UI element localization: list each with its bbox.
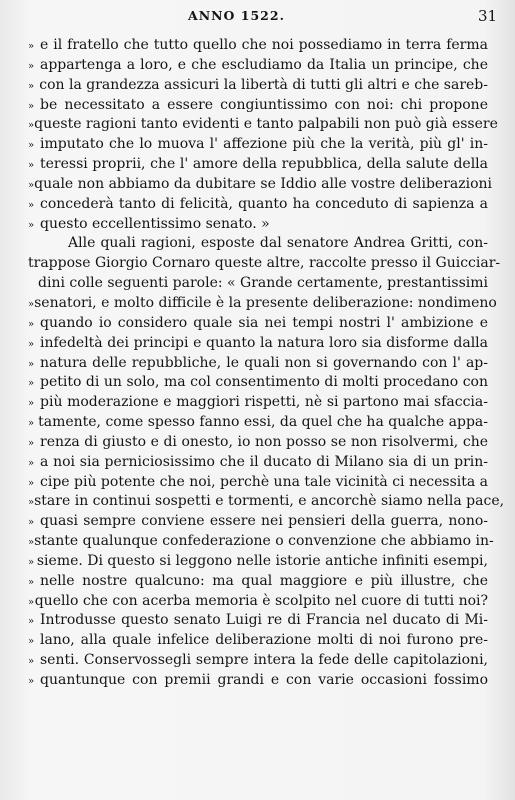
quote-mark: » (28, 41, 35, 52)
line-text: imputato che lo muova l' affezione più che la verità, più gl' in- (40, 136, 488, 153)
quote-mark: » (28, 676, 35, 687)
quote-mark: » (28, 160, 35, 172)
quote-mark: » (28, 517, 35, 529)
body-text (28, 36, 505, 691)
quote-mark: » (28, 457, 35, 469)
text-line (28, 155, 488, 175)
line-text: trappose Giorgio Cornaro queste altre, raccolte presso il Guicciar- (28, 255, 501, 272)
quote-mark: » (28, 298, 35, 310)
text-line (28, 373, 488, 393)
line-text: stante qualunque confederazione o convenzione che abbiamo in- (34, 533, 494, 550)
quote-mark: » (28, 378, 35, 390)
page-number: 31 (478, 7, 498, 25)
quote-mark: » (28, 418, 35, 430)
text-line (28, 631, 488, 651)
quote-mark: » (28, 358, 35, 370)
line-text: infedeltà dei principi e quanto la natura loro sia disforme dalla (40, 334, 488, 351)
quote-mark: » (28, 656, 35, 668)
line-text: Introdusse questo senato Luigi re di Francia nel ducato di Mi- (40, 612, 488, 629)
page-header (0, 0, 515, 30)
text-line (28, 294, 497, 314)
line-text: questo eccellentissimo senato. » (40, 215, 270, 232)
text-line (28, 195, 488, 215)
text-line (28, 314, 488, 334)
text-line (28, 354, 488, 374)
line-text: stare in continui sospetti e tormenti, e ancorchè siamo nella pace, (34, 493, 505, 510)
line-text: lano, alla quale infelice deliberazione molti di noi furono pre- (40, 632, 488, 649)
text-line (28, 254, 501, 274)
line-text: tamente, come spesso fanno essi, da quel che ha qualche appa- (38, 414, 488, 431)
line-text: Alle quali ragioni, esposte dal senatore Andrea Gritti, con- (68, 235, 488, 252)
text-line (28, 512, 488, 532)
quote-mark: » (28, 616, 35, 628)
line-text: quale non abbiamo da dubitare se Iddio alle vostre deliberazioni (34, 175, 493, 192)
quote-mark: » (28, 398, 35, 410)
line-text: e il fratello che tutto quello che noi possediamo in terra ferma (40, 37, 488, 53)
line-text: queste ragioni tanto evidenti e tanto palpabili non può già essere (34, 116, 498, 133)
line-text: renza di giusto e di onesto, io non posso se non risolvermi, che (40, 433, 488, 450)
quote-mark: » (28, 179, 35, 191)
text-line (28, 115, 498, 135)
line-text: a noi sia perniciosissimo che il ducato di Milano sia di un prin- (40, 453, 488, 470)
quote-mark: » (28, 100, 35, 112)
quote-mark: » (28, 80, 35, 92)
quote-mark: » (28, 199, 35, 211)
text-line (28, 334, 488, 354)
line-text: quello che con acerba memoria è scolpito nel cuore di tutti noi? (34, 592, 488, 609)
line-text: petito di un solo, ma col consentimento di molti procedano con (40, 374, 488, 391)
line-text: concederà tanto di felicità, quanto ha conceduto di sapienza a (40, 195, 488, 212)
quote-mark: » (28, 596, 35, 608)
line-text: dini colle seguenti parole: « Grande certamente, prestantissimi (38, 275, 488, 292)
text-line (28, 473, 488, 493)
text-line (28, 492, 505, 512)
line-text: natura delle repubbliche, le quali non si governando con l' ap- (40, 354, 488, 371)
text-line (28, 234, 488, 254)
quote-mark: » (28, 338, 35, 350)
text-line (28, 572, 488, 592)
text-line (28, 56, 488, 76)
line-text: quantunque con premii grandi e con varie occasioni fossimo (40, 672, 488, 688)
text-line (28, 671, 488, 691)
text-line (28, 36, 488, 56)
text-line (28, 413, 488, 433)
line-text: quando io considero quale sia nei tempi nostri l' ambizione e (40, 314, 488, 331)
text-line (28, 76, 488, 96)
text-line (28, 651, 488, 671)
line-text: più moderazione e maggiori rispetti, nè si partono mai sfaccia- (40, 394, 488, 411)
quote-mark: » (28, 140, 35, 152)
text-line (28, 274, 488, 294)
line-text: appartenga a loro, e che escludiamo da Italia un principe, che (40, 56, 488, 73)
text-line (28, 135, 488, 155)
text-line (28, 433, 488, 453)
quote-mark: » (28, 437, 35, 449)
quote-mark: » (28, 219, 35, 231)
quote-mark: » (28, 477, 35, 489)
line-text: cipe più potente che noi, perchè una tale vicinità ci necessita a (40, 473, 488, 490)
text-line (28, 393, 488, 413)
quote-mark: » (28, 537, 35, 549)
text-line (28, 215, 488, 235)
text-line (28, 96, 488, 116)
line-text: quasi sempre conviene essere nei pensieri della guerra, nono- (40, 513, 488, 530)
line-text: con la grandezza assicuri la libertà di tutti gli altri e che sareb- (39, 76, 488, 93)
quote-mark: » (28, 120, 35, 132)
line-text: be necessitato a essere congiuntissimo con noi: chi propone (40, 96, 488, 113)
line-text: teressi proprii, che l' amore della repubblica, della salute della (40, 156, 488, 173)
running-head: ANNO 1522. (188, 8, 285, 23)
line-text: senatori, e molto difficile è la presente deliberazione: nondimeno (34, 294, 497, 311)
line-text: sieme. Di questo si leggono nelle istorie antiche infiniti esempi, (36, 552, 488, 569)
line-text: senti. Conservossegli sempre intera la fede delle capitolazioni, (40, 652, 488, 669)
text-line (28, 552, 488, 572)
quote-mark: » (28, 556, 35, 568)
quote-mark: » (28, 318, 35, 330)
text-line (28, 611, 488, 631)
quote-mark: » (28, 497, 35, 509)
quote-mark: » (28, 576, 35, 588)
quote-mark: » (28, 636, 35, 648)
line-text: nelle nostre qualcuno: ma qual maggiore e più illustre, che (40, 572, 488, 589)
text-line (28, 592, 488, 612)
text-line (28, 175, 493, 195)
text-line (28, 453, 488, 473)
quote-mark: » (28, 60, 35, 72)
text-line (28, 532, 494, 552)
